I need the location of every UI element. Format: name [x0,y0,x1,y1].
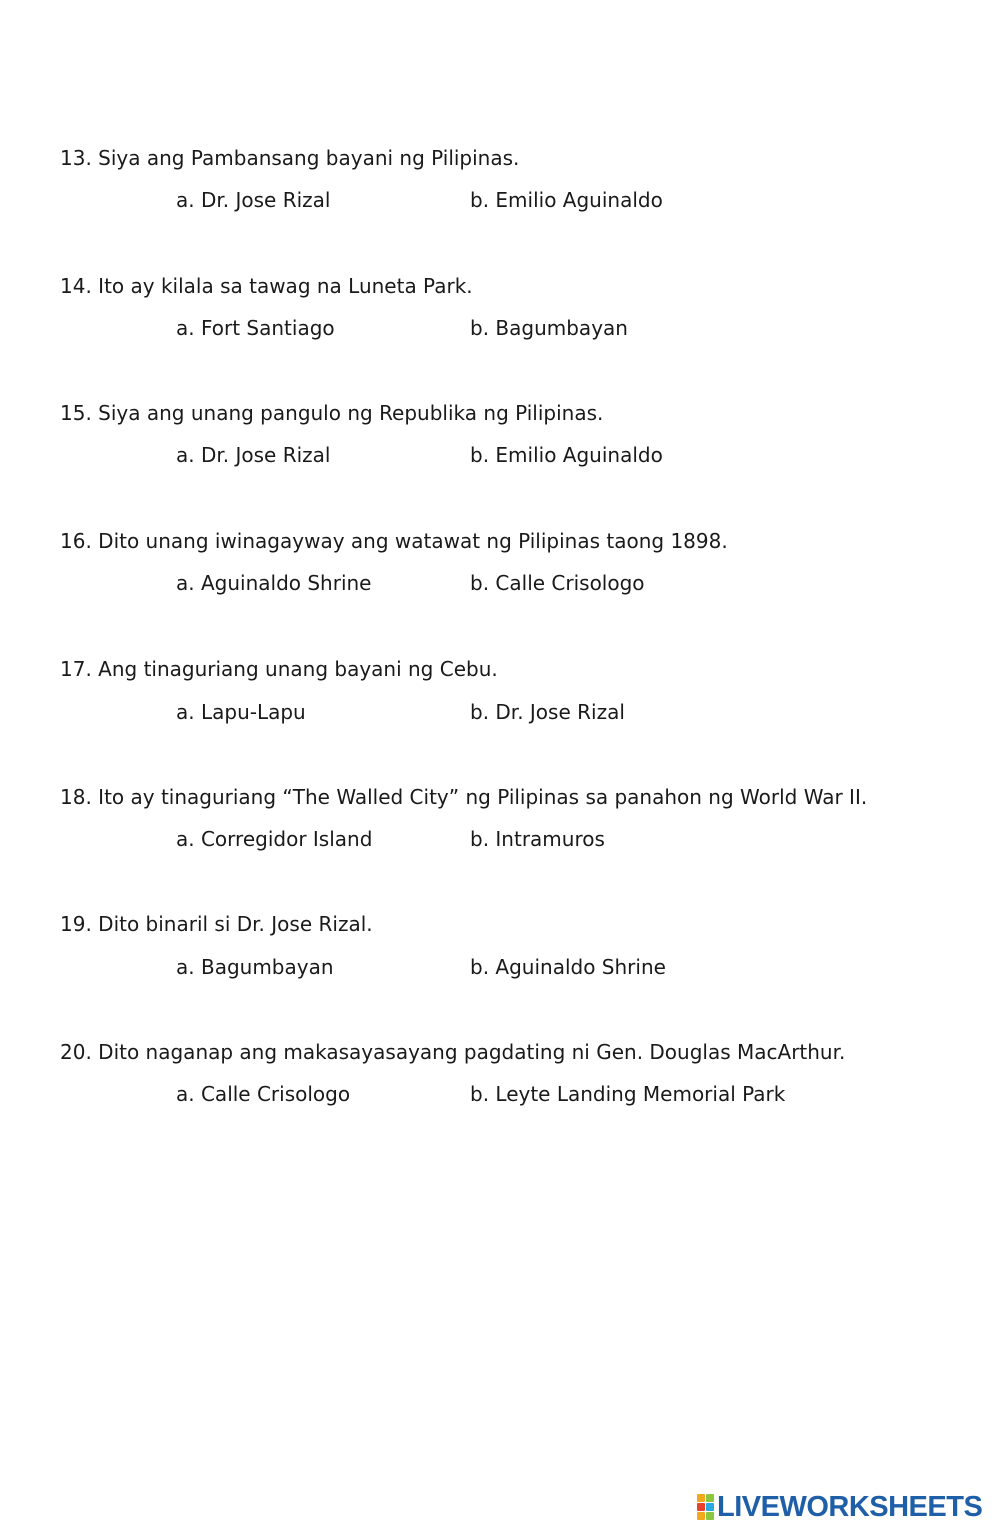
choice-14-b[interactable]: b. Bagumbayan [470,316,628,340]
choice-18-a[interactable]: a. Corregidor Island [176,827,373,851]
choice-17-b[interactable]: b. Dr. Jose Rizal [470,700,625,724]
question-18: 18. Ito ay tinaguriang “The Walled City” ng Pilipinas sa panahon ng World War II. [60,785,868,809]
choice-17-a[interactable]: a. Lapu-Lapu [176,700,306,724]
liveworksheets-logo-icon [697,1494,714,1520]
choice-15-b[interactable]: b. Emilio Aguinaldo [470,443,663,467]
question-13: 13. Siya ang Pambansang bayani ng Pilipinas. [60,146,520,170]
question-20: 20. Dito naganap ang makasayasayang pagdating ni Gen. Douglas MacArthur. [60,1040,846,1064]
question-14: 14. Ito ay kilala sa tawag na Luneta Park. [60,274,473,298]
logo-tile [706,1494,714,1502]
question-17: 17. Ang tinaguriang unang bayani ng Cebu. [60,657,498,681]
choice-16-a[interactable]: a. Aguinaldo Shrine [176,571,372,595]
choice-15-a[interactable]: a. Dr. Jose Rizal [176,443,331,467]
choice-20-a[interactable]: a. Calle Crisologo [176,1082,351,1106]
choice-18-b[interactable]: b. Intramuros [470,827,605,851]
brand-name: LIVEWORKSHEETS [717,1490,983,1523]
choice-13-a[interactable]: a. Dr. Jose Rizal [176,188,331,212]
question-19: 19. Dito binaril si Dr. Jose Rizal. [60,912,373,936]
logo-tile [697,1503,705,1511]
logo-tile [706,1503,714,1511]
question-15: 15. Siya ang unang pangulo ng Republika ng Pilipinas. [60,401,604,425]
choice-19-a[interactable]: a. Bagumbayan [176,955,334,979]
choice-19-b[interactable]: b. Aguinaldo Shrine [470,955,666,979]
choice-13-b[interactable]: b. Emilio Aguinaldo [470,188,663,212]
logo-tile [706,1512,714,1520]
question-16: 16. Dito unang iwinagayway ang watawat ng Pilipinas taong 1898. [60,529,728,553]
logo-tile [697,1494,705,1502]
logo-tile [697,1512,705,1520]
liveworksheets-brand[interactable] [697,1491,982,1523]
choice-16-b[interactable]: b. Calle Crisologo [470,571,645,595]
choice-20-b[interactable]: b. Leyte Landing Memorial Park [470,1082,786,1106]
choice-14-a[interactable]: a. Fort Santiago [176,316,335,340]
